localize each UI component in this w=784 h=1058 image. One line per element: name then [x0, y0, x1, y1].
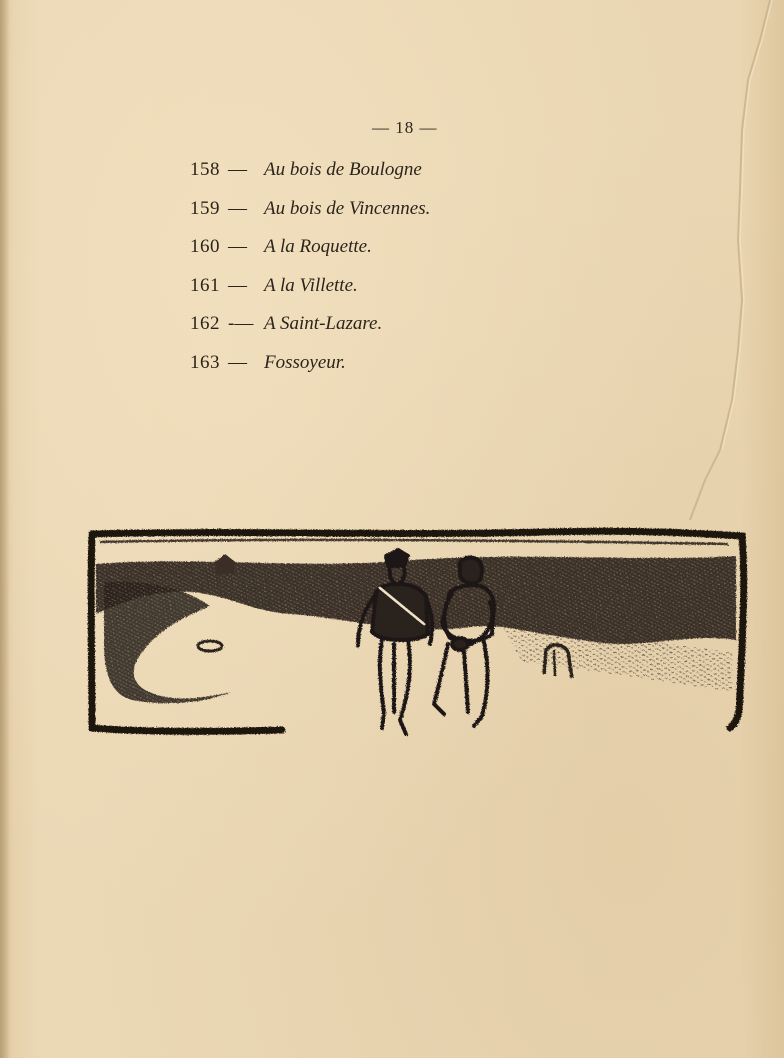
list-item: [190, 195, 430, 234]
plate-number: 162: [190, 313, 220, 334]
list-item: [190, 349, 430, 388]
plate-title: A la Roquette.: [264, 236, 372, 257]
plate-number: 163: [190, 351, 220, 373]
dash-separator: —: [228, 351, 247, 373]
plate-list: [190, 156, 430, 387]
plate-number: 161: [190, 274, 220, 296]
plate-title: A Saint-Lazare.: [264, 313, 383, 334]
plate-title: Fossoyeur.: [264, 351, 346, 373]
list-item: [190, 233, 430, 272]
illustration-gendarme-and-prisoner: [82, 522, 752, 754]
plate-title: A la Villette.: [264, 274, 358, 296]
dash-separator: -—: [228, 313, 254, 334]
plate-number: 160: [190, 236, 220, 257]
plate-number: 158: [190, 159, 220, 180]
page-spine-shadow: [0, 0, 10, 1058]
list-item: [190, 310, 430, 349]
page-number: — 18 —: [372, 118, 438, 137]
dash-separator: —: [228, 197, 247, 219]
plate-title: Au bois de Boulogne: [264, 159, 422, 180]
dash-separator: —: [228, 159, 247, 180]
dash-separator: —: [228, 274, 247, 296]
list-item: [190, 156, 430, 195]
plate-title: Au bois de Vincennes.: [264, 197, 431, 219]
dash-separator: —: [228, 236, 247, 257]
plate-number: 159: [190, 197, 220, 219]
list-item: [190, 272, 430, 311]
